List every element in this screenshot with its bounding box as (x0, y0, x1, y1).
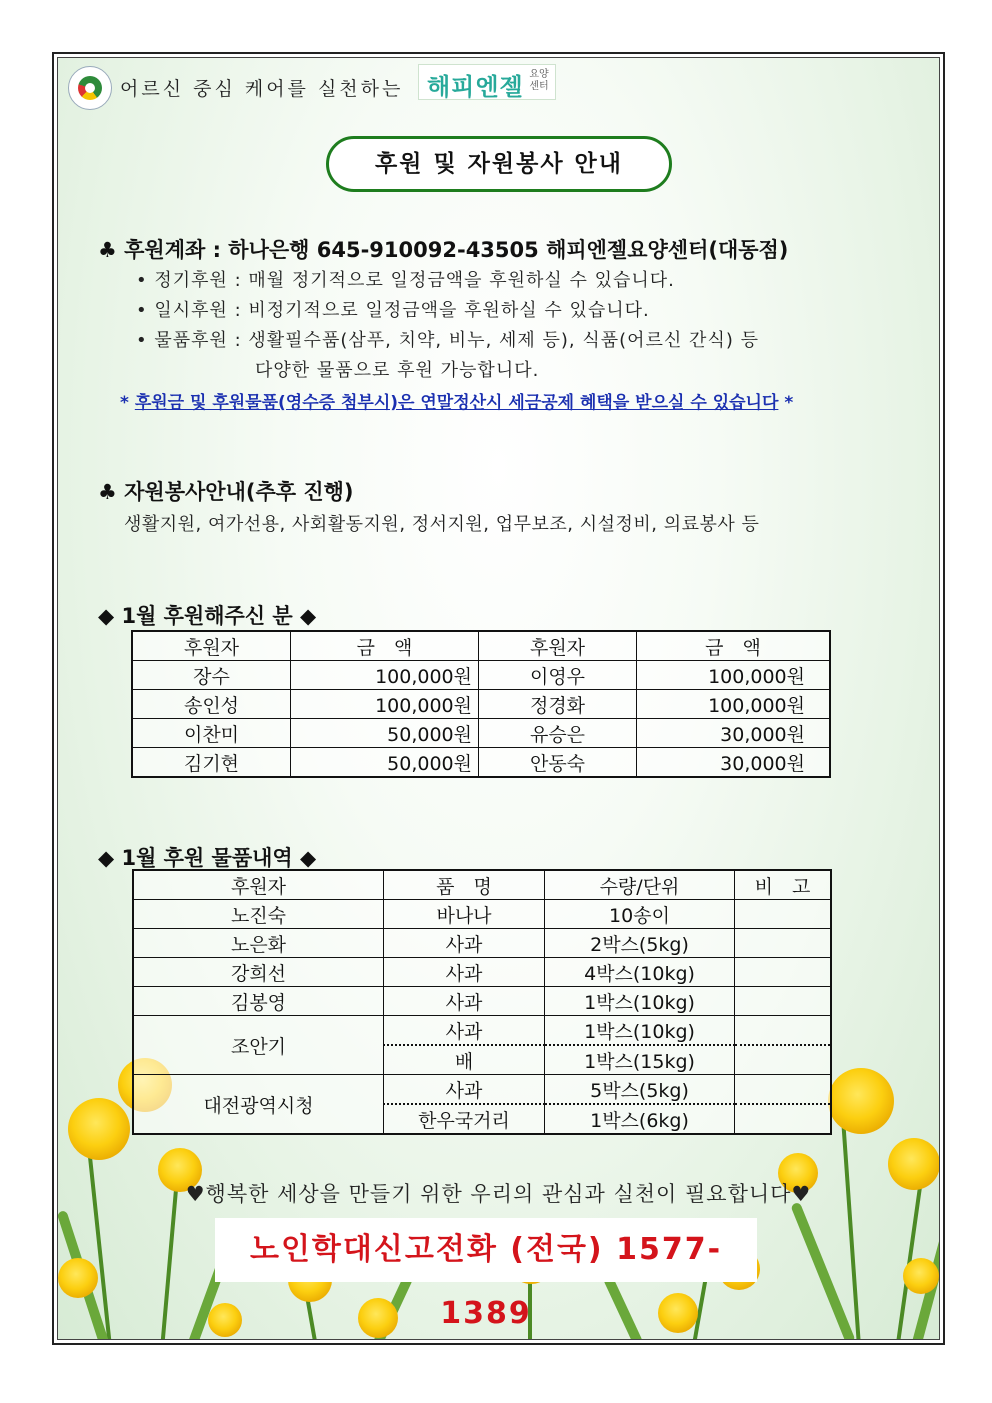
table-row: 김기현 50,000원 안동숙 30,000원 (132, 748, 830, 778)
header-tagline: 어르신 중심 케어를 실천하는 (120, 78, 404, 100)
table-row: 장수 100,000원 이영우 100,000원 (132, 661, 830, 690)
page-title: 후원 및 자원봉사 안내 (326, 136, 672, 192)
table-row: 노진숙 바나나 10송이 (133, 900, 831, 929)
regular-donation-line: • 정기후원 : 매월 정기적으로 일정금액을 후원하실 수 있습니다. (136, 270, 675, 291)
volunteer-heading: ♣ 자원봉사안내(추후 진행) (98, 480, 354, 504)
table-row: 한우국거리 1박스(6kg) (133, 1104, 831, 1134)
elder-abuse-hotline: 노인학대신고전화 (전국) 1577-1389 (215, 1218, 757, 1282)
donations-table (131, 630, 831, 778)
items-heading: ◆ 1월 후원 물품내역 ◆ (98, 846, 317, 870)
items-table (132, 869, 832, 1135)
volunteer-text: 생활지원, 여가선용, 사회활동지원, 정서지원, 업무보조, 시설정비, 의료봉사 등 (124, 514, 760, 535)
tax-note-text: 후원금 및 후원물품(영수증 첨부시)은 연말정산시 세금공제 혜택을 받으실 수 있습니다 (134, 393, 779, 413)
brand-sub: 요양 센터 (529, 69, 549, 92)
goods-donation-line-2: 다양한 물품으로 후원 가능합니다. (255, 360, 540, 381)
goods-donation-line: • 물품후원 : 생활필수품(삼푸, 치약, 비누, 세제 등), 식품(어르신 간식) 등 (136, 330, 759, 351)
page-frame (52, 52, 945, 1345)
table-row: 송인성 100,000원 정경화 100,000원 (132, 690, 830, 719)
table-header-row: 후원자 품 명 수량/단위 비 고 (133, 870, 831, 900)
slogan: ♥행복한 세상을 만들기 위한 우리의 관심과 실천이 필요합니다♥ (185, 1182, 812, 1206)
table-row: 강희선 사과 4박스(10kg) (133, 958, 831, 987)
table-header-row: 후원자 금 액 후원자 금 액 (132, 631, 830, 661)
table-row: 배 1박스(15kg) (133, 1045, 831, 1075)
table-row: 조안기 사과 1박스(10kg) (133, 1016, 831, 1046)
page-background (57, 57, 940, 1340)
onetime-donation-line: • 일시후원 : 비정기적으로 일정금액을 후원하실 수 있습니다. (136, 300, 650, 321)
table-row: 김봉영 사과 1박스(10kg) (133, 987, 831, 1016)
table-row: 이찬미 50,000원 유승은 30,000원 (132, 719, 830, 748)
brand-name: 해피엔젤 (427, 73, 524, 101)
center-logo-icon (68, 66, 112, 110)
table-row: 대전광역시청 사과 5박스(5kg) (133, 1075, 831, 1105)
account-heading: ♣ 후원계좌 : 하나은행 645-910092-43505 해피엔젤요양센터(대동점) (98, 238, 789, 262)
tax-note: * 후원금 및 후원물품(영수증 첨부시)은 연말정산시 세금공제 혜택을 받으실 수 있습니다 * (120, 393, 794, 413)
donations-heading: ◆ 1월 후원해주신 분 ◆ (98, 604, 317, 628)
brand-logo (418, 64, 556, 100)
table-row: 노은화 사과 2박스(5kg) (133, 929, 831, 958)
